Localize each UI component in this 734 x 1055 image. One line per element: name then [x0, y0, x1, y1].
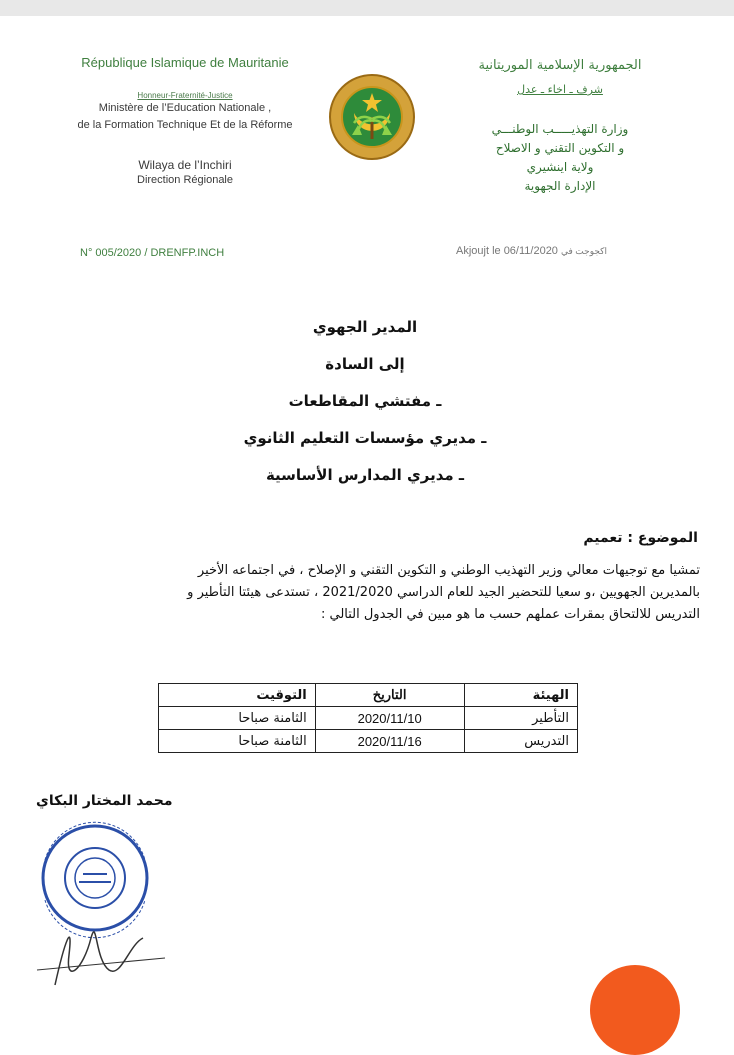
header-time: التوقيت	[159, 684, 316, 707]
ministry-ar-line2: و التكوين التقني و الاصلاح	[495, 141, 625, 155]
date-ar: اكجوجت في	[561, 246, 607, 256]
addressee-sender: المدير الجهوي	[312, 318, 418, 336]
signer-name: محمد المختار البكاي	[36, 793, 173, 809]
motto-fr: Honneur-Fraternité-Justice	[137, 91, 233, 100]
date-fr: Akjoujt le 06/11/2020	[456, 245, 558, 257]
cell-time: الثامنة صباحا	[159, 730, 316, 753]
letter-body	[55, 560, 700, 626]
header-date: التاريخ	[315, 684, 464, 707]
cell-date: 2020/11/10	[315, 707, 464, 730]
body-line-1: تمشيا مع توجيهات معالي وزير التهذيب الوطني و التكوين التقني و الإصلاح ، في اجتماعه الأخير	[197, 563, 700, 578]
ministry-ar-line1: وزارة التهذيـــــب الوطنـــي	[491, 122, 629, 136]
official-stamp-and-signature	[25, 820, 175, 999]
header-arabic	[440, 58, 680, 196]
reference-number: N° 005/2020 / DRENFP.INCH	[80, 247, 225, 259]
table-header-row	[159, 684, 578, 707]
cell-staff: التأطير	[464, 707, 577, 730]
wilaya-ar: ولاية اينشيري	[526, 160, 594, 174]
addressee-inspectors: ـ مفتشي المقاطعات	[288, 392, 442, 410]
addressee-to: إلى السادة	[325, 355, 405, 373]
body-line-3: التدريس للالتحاق بمقرات عملهم حسب ما هو مبين في الجدول التالي :	[320, 607, 700, 622]
wilaya-fr: Wilaya de l’Inchiri	[138, 158, 232, 172]
cell-staff: التدريس	[464, 730, 577, 753]
ministry-fr	[40, 100, 330, 134]
header-staff: الهيئة	[464, 684, 577, 707]
cell-date: 2020/11/16	[315, 730, 464, 753]
motto-ar: شرف ـ اخاء ـ عدل	[517, 83, 603, 96]
ministry-ar	[440, 120, 680, 196]
table-row	[159, 730, 578, 753]
table-row	[159, 707, 578, 730]
subject-line: الموضوع : تعميم	[583, 530, 698, 546]
addressee-basic-directors: ـ مديري المدارس الأساسية	[265, 466, 465, 484]
cell-time: الثامنة صباحا	[159, 707, 316, 730]
date-line	[456, 245, 607, 257]
ministry-fr-line2: de la Formation Technique Et de la Réforme	[77, 119, 293, 131]
direction-fr: Direction Régionale	[137, 174, 233, 186]
top-bar	[0, 0, 734, 16]
direction-ar: الإدارة الجهوية	[524, 179, 596, 193]
national-emblem	[328, 73, 416, 165]
country-name-ar: الجمهورية الإسلامية الموريتانية	[478, 58, 642, 73]
floating-action-circle[interactable]	[590, 965, 680, 1055]
addressee-secondary-directors: ـ مديري مؤسسات التعليم الثانوي	[243, 429, 487, 447]
header-french	[40, 55, 330, 186]
body-line-2: بالمديرين الجهويين ،و سعيا للتحضير الجيد للعام الدراسي 2021/2020 ، تستدعى هيئتا التأطير و	[187, 585, 700, 600]
country-name-fr: République Islamique de Mauritanie	[81, 55, 289, 70]
ministry-fr-line1: Ministère de l’Education Nationale ,	[98, 102, 272, 114]
schedule-table	[158, 683, 578, 753]
